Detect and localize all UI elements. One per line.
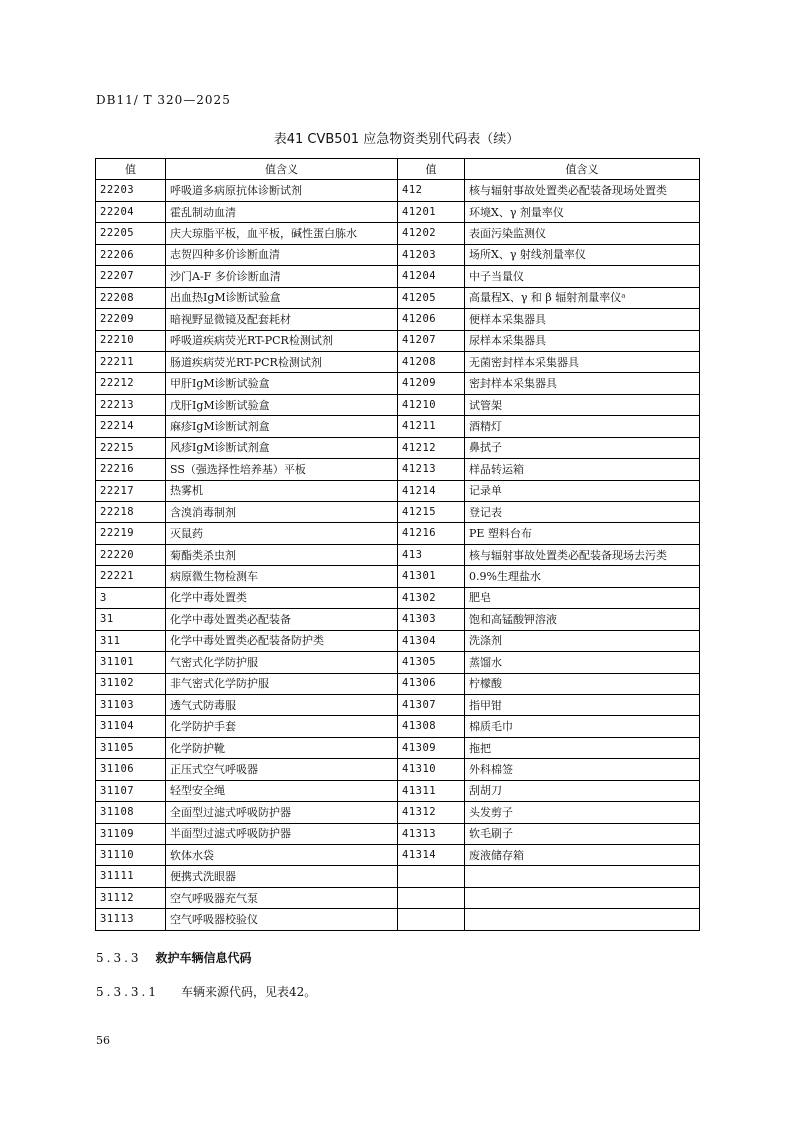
- cell-meaning-1: 软体水袋: [166, 845, 398, 866]
- cell-value-1: 22216: [96, 459, 166, 480]
- cell-value-1: 22221: [96, 566, 166, 587]
- table-row: [96, 437, 700, 458]
- cell-value-2: 41214: [398, 480, 465, 501]
- table-row: [96, 330, 700, 351]
- table-row: [96, 502, 700, 523]
- cell-meaning-1: 呼吸道疾病荧光RT-PCR检测试剂: [166, 330, 398, 351]
- cell-value-1: 31107: [96, 780, 166, 801]
- cell-meaning-1: 庆大琼脂平板，血平板，碱性蛋白胨水: [166, 223, 398, 244]
- table-row: [96, 587, 700, 608]
- cell-meaning-2: 棉质毛巾: [465, 716, 700, 737]
- cell-meaning-2: 便样本采集器具: [465, 309, 700, 330]
- cell-meaning-2: [465, 866, 700, 887]
- cell-meaning-1: 轻型安全绳: [166, 780, 398, 801]
- cell-meaning-1: 空气呼吸器充气泵: [166, 887, 398, 908]
- header-value-2: 值: [398, 159, 465, 180]
- table-row: [96, 566, 700, 587]
- cell-value-2: 41302: [398, 587, 465, 608]
- cell-value-1: 22211: [96, 351, 166, 372]
- cell-meaning-2: 环境X、γ 剂量率仪: [465, 201, 700, 222]
- table-row: [96, 759, 700, 780]
- cell-value-1: 22206: [96, 244, 166, 265]
- cell-meaning-2: 密封样本采集器具: [465, 373, 700, 394]
- cell-meaning-1: 戊肝IgM诊断试验盒: [166, 394, 398, 415]
- cell-meaning-2: 鼻拭子: [465, 437, 700, 458]
- cell-value-2: 41313: [398, 823, 465, 844]
- cell-value-1: 31103: [96, 694, 166, 715]
- table-row: [96, 866, 700, 887]
- cell-value-1: 22220: [96, 544, 166, 565]
- cell-value-1: 31113: [96, 909, 166, 930]
- cell-value-1: 31104: [96, 716, 166, 737]
- cell-meaning-1: 风疹IgM诊断试剂盒: [166, 437, 398, 458]
- table-row: [96, 609, 700, 630]
- cell-value-1: 22205: [96, 223, 166, 244]
- cell-value-1: 31102: [96, 673, 166, 694]
- cell-value-1: 22218: [96, 502, 166, 523]
- cell-value-1: 22212: [96, 373, 166, 394]
- cell-meaning-2: 样品转运箱: [465, 459, 700, 480]
- cell-value-2: 412: [398, 180, 465, 201]
- header-meaning-1: 值含义: [166, 159, 398, 180]
- cell-meaning-1: 化学防护靴: [166, 737, 398, 758]
- cell-meaning-2: 肥皂: [465, 587, 700, 608]
- cell-value-1: 22214: [96, 416, 166, 437]
- cell-value-2: 41308: [398, 716, 465, 737]
- cell-meaning-2: 尿样本采集器具: [465, 330, 700, 351]
- cell-meaning-2: 登记表: [465, 502, 700, 523]
- table-row: [96, 480, 700, 501]
- cell-value-1: 22208: [96, 287, 166, 308]
- category-code-table: [95, 158, 700, 931]
- cell-value-2: 41206: [398, 309, 465, 330]
- cell-meaning-1: 灭鼠药: [166, 523, 398, 544]
- cell-meaning-2: 刮胡刀: [465, 780, 700, 801]
- cell-meaning-1: 麻疹IgM诊断试剂盒: [166, 416, 398, 437]
- cell-value-1: 22213: [96, 394, 166, 415]
- cell-value-2: [398, 887, 465, 908]
- cell-meaning-1: 空气呼吸器校验仪: [166, 909, 398, 930]
- cell-meaning-1: 暗视野显微镜及配套耗材: [166, 309, 398, 330]
- table-row: [96, 630, 700, 651]
- table-row: [96, 845, 700, 866]
- cell-value-1: 22219: [96, 523, 166, 544]
- cell-meaning-2: 柠檬酸: [465, 673, 700, 694]
- table-row: [96, 373, 700, 394]
- cell-meaning-2: PE 塑料台布: [465, 523, 700, 544]
- section-heading-text: 救护车辆信息代码: [155, 951, 252, 965]
- table-row: [96, 394, 700, 415]
- table-row: [96, 459, 700, 480]
- cell-value-1: 22210: [96, 330, 166, 351]
- table-row: [96, 823, 700, 844]
- cell-meaning-1: 气密式化学防护服: [166, 652, 398, 673]
- table-row: [96, 201, 700, 222]
- table-row: [96, 523, 700, 544]
- cell-value-1: 31111: [96, 866, 166, 887]
- cell-meaning-2: 软毛刷子: [465, 823, 700, 844]
- cell-meaning-1: 呼吸道多病原抗体诊断试剂: [166, 180, 398, 201]
- cell-meaning-2: 洗涤剂: [465, 630, 700, 651]
- cell-value-2: 41205: [398, 287, 465, 308]
- cell-value-1: 31105: [96, 737, 166, 758]
- table-row: [96, 737, 700, 758]
- cell-meaning-2: 场所X、γ 射线剂量率仪: [465, 244, 700, 265]
- table-row: [96, 180, 700, 201]
- cell-value-1: 31: [96, 609, 166, 630]
- cell-value-2: 41314: [398, 845, 465, 866]
- cell-value-2: 41303: [398, 609, 465, 630]
- cell-value-1: 31108: [96, 802, 166, 823]
- cell-value-2: 41216: [398, 523, 465, 544]
- table-row: [96, 287, 700, 308]
- cell-value-2: 41306: [398, 673, 465, 694]
- cell-meaning-1: 菊酯类杀虫剂: [166, 544, 398, 565]
- cell-meaning-2: 外科棉签: [465, 759, 700, 780]
- table-header-row: [96, 159, 700, 180]
- table-row: [96, 673, 700, 694]
- subsection-text: 车辆来源代码，见表42。: [180, 985, 317, 999]
- cell-value-2: 41201: [398, 201, 465, 222]
- cell-meaning-2: 酒精灯: [465, 416, 700, 437]
- cell-meaning-2: 高量程X、γ 和 β 辐射剂量率仪ᵃ: [465, 287, 700, 308]
- table-row: [96, 694, 700, 715]
- cell-meaning-2: 核与辐射事故处置类必配装备现场处置类: [465, 180, 700, 201]
- cell-value-2: 41304: [398, 630, 465, 651]
- cell-meaning-1: 霍乱制动血清: [166, 201, 398, 222]
- cell-meaning-1: 化学中毒处置类必配装备: [166, 609, 398, 630]
- table-row: [96, 909, 700, 930]
- cell-meaning-2: 指甲钳: [465, 694, 700, 715]
- cell-value-1: 22209: [96, 309, 166, 330]
- cell-value-2: 413: [398, 544, 465, 565]
- cell-value-2: 41212: [398, 437, 465, 458]
- cell-value-2: 41208: [398, 351, 465, 372]
- cell-meaning-1: 化学中毒处置类必配装备防护类: [166, 630, 398, 651]
- cell-value-1: 31109: [96, 823, 166, 844]
- cell-value-2: 41301: [398, 566, 465, 587]
- cell-value-2: 41307: [398, 694, 465, 715]
- page-number: 56: [96, 1034, 110, 1047]
- table-row: [96, 244, 700, 265]
- document-code: DB11/ T 320—2025: [96, 93, 231, 107]
- cell-value-2: 41204: [398, 266, 465, 287]
- cell-value-2: 41305: [398, 652, 465, 673]
- cell-meaning-1: SS（强选择性培养基）平板: [166, 459, 398, 480]
- cell-meaning-1: 病原微生物检测车: [166, 566, 398, 587]
- subsection-number: 5.3.3.1: [96, 985, 159, 999]
- cell-meaning-2: [465, 887, 700, 908]
- cell-value-1: 31112: [96, 887, 166, 908]
- table-row: [96, 416, 700, 437]
- cell-meaning-2: 废液储存箱: [465, 845, 700, 866]
- cell-meaning-1: 半面型过滤式呼吸防护器: [166, 823, 398, 844]
- cell-value-1: 311: [96, 630, 166, 651]
- table-row: [96, 309, 700, 330]
- cell-meaning-2: 无菌密封样本采集器具: [465, 351, 700, 372]
- cell-meaning-1: 甲肝IgM诊断试验盒: [166, 373, 398, 394]
- cell-value-1: 31106: [96, 759, 166, 780]
- cell-meaning-1: 透气式防毒服: [166, 694, 398, 715]
- cell-meaning-2: 表面污染监测仪: [465, 223, 700, 244]
- cell-value-2: [398, 909, 465, 930]
- cell-meaning-2: 记录单: [465, 480, 700, 501]
- cell-value-1: 22203: [96, 180, 166, 201]
- cell-value-2: 41309: [398, 737, 465, 758]
- cell-meaning-1: 正压式空气呼吸器: [166, 759, 398, 780]
- cell-value-1: 31101: [96, 652, 166, 673]
- cell-meaning-2: [465, 909, 700, 930]
- table-body: [96, 180, 700, 930]
- cell-meaning-1: 志贺四种多价诊断血清: [166, 244, 398, 265]
- table-row: [96, 716, 700, 737]
- header-meaning-2: 值含义: [465, 159, 700, 180]
- cell-meaning-1: 全面型过滤式呼吸防护器: [166, 802, 398, 823]
- cell-meaning-2: 蒸馏水: [465, 652, 700, 673]
- table-row: [96, 802, 700, 823]
- cell-meaning-2: 0.9%生理盐水: [465, 566, 700, 587]
- cell-meaning-2: 试管架: [465, 394, 700, 415]
- cell-meaning-1: 化学防护手套: [166, 716, 398, 737]
- cell-meaning-1: 便携式洗眼器: [166, 866, 398, 887]
- cell-value-2: 41312: [398, 802, 465, 823]
- cell-meaning-2: 拖把: [465, 737, 700, 758]
- cell-meaning-2: 中子当量仪: [465, 266, 700, 287]
- cell-meaning-2: 头发剪子: [465, 802, 700, 823]
- cell-value-1: 3: [96, 587, 166, 608]
- cell-value-2: 41211: [398, 416, 465, 437]
- table-row: [96, 780, 700, 801]
- table-row: [96, 351, 700, 372]
- cell-meaning-1: 化学中毒处置类: [166, 587, 398, 608]
- table-row: [96, 266, 700, 287]
- cell-value-2: [398, 866, 465, 887]
- cell-value-2: 41202: [398, 223, 465, 244]
- cell-value-2: 41215: [398, 502, 465, 523]
- cell-value-2: 41209: [398, 373, 465, 394]
- cell-value-2: 41310: [398, 759, 465, 780]
- cell-meaning-1: 非气密式化学防护服: [166, 673, 398, 694]
- section-heading: [96, 949, 252, 966]
- cell-value-2: 41207: [398, 330, 465, 351]
- cell-value-2: 41213: [398, 459, 465, 480]
- cell-value-2: 41203: [398, 244, 465, 265]
- cell-meaning-2: 饱和高锰酸钾溶液: [465, 609, 700, 630]
- table-row: [96, 544, 700, 565]
- table-row: [96, 652, 700, 673]
- cell-meaning-1: 肠道疾病荧光RT-PCR检测试剂: [166, 351, 398, 372]
- cell-meaning-1: 含溴消毒制剂: [166, 502, 398, 523]
- cell-value-1: 22215: [96, 437, 166, 458]
- table-title: 表41 CVB501 应急物资类别代码表（续）: [273, 132, 520, 147]
- table-row: [96, 887, 700, 908]
- cell-value-1: 31110: [96, 845, 166, 866]
- cell-meaning-1: 热雾机: [166, 480, 398, 501]
- cell-value-1: 22204: [96, 201, 166, 222]
- cell-value-1: 22207: [96, 266, 166, 287]
- cell-value-1: 22217: [96, 480, 166, 501]
- header-value-1: 值: [96, 159, 166, 180]
- table-row: [96, 223, 700, 244]
- cell-meaning-2: 核与辐射事故处置类必配装备现场去污类: [465, 544, 700, 565]
- section-heading-number: 5.3.3: [96, 951, 142, 965]
- cell-value-2: 41210: [398, 394, 465, 415]
- cell-meaning-1: 沙门A-F 多价诊断血清: [166, 266, 398, 287]
- cell-value-2: 41311: [398, 780, 465, 801]
- cell-meaning-1: 出血热IgM诊断试验盒: [166, 287, 398, 308]
- subsection-paragraph: [96, 983, 316, 1000]
